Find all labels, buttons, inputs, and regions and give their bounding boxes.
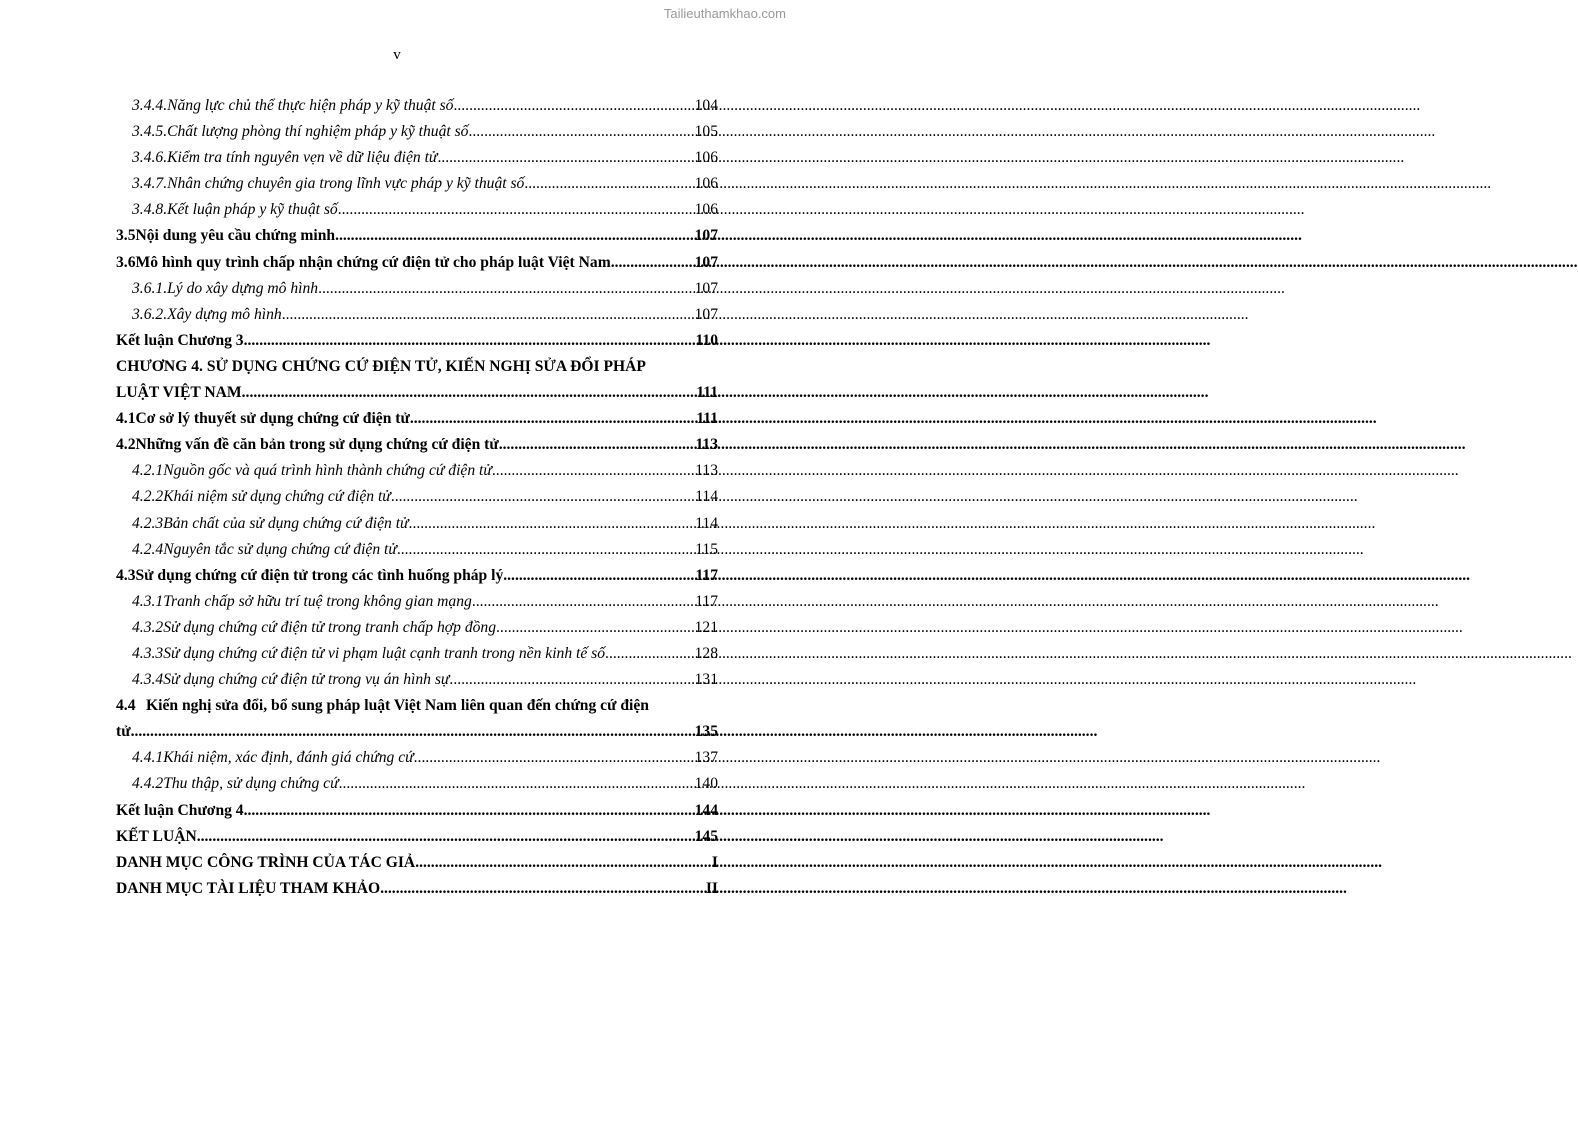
toc-entry-page: 104: [694, 97, 718, 114]
toc-entry[interactable]: [116, 354, 718, 380]
toc-entry-title: CHƯƠNG 4. SỬ DỤNG CHỨNG CỨ ĐIỆN TỬ, KIẾN NGHỊ SỬA ĐỔI PHÁP: [116, 357, 646, 375]
toc-entry-number: 4.4: [116, 697, 136, 715]
toc-leader-dots: [611, 250, 695, 276]
toc-entry-page: I: [711, 853, 718, 871]
toc-entry-title: Khái niệm sử dụng chứng cứ điện tử: [163, 488, 391, 506]
toc-entry-page: 145: [694, 827, 718, 845]
toc-entry-number: 4.3.2: [132, 618, 164, 636]
toc-entry[interactable]: [116, 667, 718, 693]
toc-entry-page: 111: [696, 410, 718, 428]
toc-entry[interactable]: [116, 798, 718, 824]
toc-entry[interactable]: [116, 876, 718, 902]
toc-entry-page: 117: [695, 566, 718, 584]
toc-entry-title: Sử dụng chứng cứ điện tử vi phạm luật cạnh tranh trong nền kinh tế số: [163, 644, 606, 662]
toc-entry-number: 3.4.5.: [132, 123, 168, 141]
toc-entry[interactable]: [116, 380, 718, 406]
toc-entry-page: 135: [694, 723, 718, 741]
watermark: Tailieuthamkhao.com: [663, 6, 786, 21]
toc-leader-dots: [492, 458, 695, 484]
toc-entry[interactable]: [116, 615, 718, 641]
page-number: v: [393, 47, 401, 63]
toc-entry-page: 131: [694, 671, 718, 689]
toc-entry[interactable]: [116, 511, 718, 537]
toc-entry-number: 4.4.1: [132, 749, 164, 767]
toc-entry-page: 111: [696, 384, 718, 402]
toc-entry-title: Mô hình quy trình chấp nhận chứng cứ điện tử cho pháp luật Việt Nam: [135, 253, 611, 271]
toc-leader-dots: [472, 589, 695, 615]
toc-leader-dots: [380, 876, 706, 902]
toc-entry-page: 144: [694, 801, 718, 819]
toc-leader-dots: [499, 432, 696, 458]
toc-entry-number: 4.2.3: [132, 514, 164, 532]
toc-entry-title: Khái niệm, xác định, đánh giá chứng cứ: [163, 749, 414, 767]
toc-entry-page: 128: [694, 644, 718, 662]
toc-leader-dots: [449, 667, 694, 693]
toc-entry[interactable]: [116, 563, 718, 589]
toc-entry-page: 107: [694, 305, 718, 323]
toc-entry-title: Xây dựng mô hình: [167, 305, 282, 323]
toc-leader-dots: [496, 615, 695, 641]
toc-entry[interactable]: [116, 302, 718, 328]
toc-leader-dots: [415, 850, 712, 876]
toc-entry[interactable]: [116, 406, 718, 432]
toc-leader-dots: [197, 824, 695, 850]
toc-entry[interactable]: [116, 223, 718, 249]
toc-entry-page: 140: [694, 775, 718, 793]
toc-leader-dots: [335, 223, 695, 249]
toc-entry-number: 4.3.3: [132, 644, 164, 662]
toc-entry-title: Nội dung yêu cầu chứng minh: [135, 227, 336, 245]
toc-entry[interactable]: [116, 771, 718, 797]
toc-entry-title: Kết luận Chương 3: [116, 331, 244, 349]
toc-entry-page: II: [705, 879, 718, 897]
toc-entry-page: 107: [694, 253, 718, 271]
toc-leader-dots: [410, 406, 696, 432]
toc-entry[interactable]: [116, 589, 718, 615]
toc-entry-title: Cơ sở lý thuyết sử dụng chứng cứ điện tử: [135, 410, 410, 428]
toc-entry-page: 114: [695, 514, 718, 532]
toc-entry-title: Lý do xây dựng mô hình: [167, 279, 319, 297]
toc-entry[interactable]: [116, 432, 718, 458]
table-of-contents: [116, 93, 718, 902]
toc-leader-dots: [503, 563, 695, 589]
toc-entry-number: 3.5: [116, 227, 136, 245]
toc-entry[interactable]: [116, 93, 718, 119]
toc-entry-title: KẾT LUẬN: [116, 827, 197, 845]
toc-leader-dots: [131, 719, 695, 745]
toc-entry-page: 106: [694, 175, 718, 193]
toc-entry-number: 4.3.4: [132, 671, 164, 689]
toc-entry[interactable]: [116, 824, 718, 850]
toc-leader-dots: [244, 798, 695, 824]
toc-entry[interactable]: [116, 850, 718, 876]
toc-entry-number: 3.4.4.: [132, 97, 168, 114]
toc-entry-number: 4.3: [116, 566, 136, 584]
toc-leader-dots: [338, 197, 695, 223]
toc-leader-dots: [468, 119, 694, 145]
toc-entry-page: 106: [694, 201, 718, 219]
toc-entry-number: 3.4.6.: [132, 149, 168, 167]
toc-leader-dots: [318, 276, 695, 302]
toc-entry-page: 107: [694, 279, 718, 297]
toc-entry[interactable]: [116, 197, 718, 223]
toc-entry-title: Nguyên tắc sử dụng chứng cứ điện tử: [163, 540, 397, 558]
toc-entry[interactable]: [116, 693, 718, 719]
toc-entry-title: tử: [116, 723, 131, 741]
toc-entry-number: 3.6.1.: [132, 279, 168, 297]
toc-entry-number: 4.2.2: [132, 488, 164, 506]
toc-entry[interactable]: [116, 537, 718, 563]
toc-entry-title: Nguồn gốc và quá trình hình thành chứng cứ điện tử: [163, 462, 492, 480]
toc-leader-dots: [524, 171, 694, 197]
toc-entry-page: 115: [695, 540, 718, 558]
toc-entry-title: Thu thập, sử dụng chứng cứ: [163, 775, 339, 793]
toc-entry[interactable]: [116, 171, 718, 197]
toc-entry-number: 3.4.8.: [132, 201, 168, 219]
toc-entry[interactable]: [116, 119, 718, 145]
toc-entry-page: 137: [694, 749, 718, 767]
toc-entry-title: Kiến nghị sửa đổi, bổ sung pháp luật Việt Nam liên quan đến chứng cứ điện: [146, 697, 649, 715]
toc-entry-page: 121: [694, 618, 718, 636]
toc-entry-title: Bản chất của sử dụng chứng cứ điện tử: [163, 514, 409, 532]
toc-entry[interactable]: [116, 719, 718, 745]
toc-entry-number: 4.1: [116, 410, 136, 428]
toc-entry[interactable]: [116, 328, 718, 354]
toc-leader-dots: [605, 641, 695, 667]
toc-entry-page: 110: [695, 331, 718, 349]
toc-entry-number: 3.6.2.: [132, 305, 168, 323]
toc-leader-dots: [339, 771, 695, 797]
toc-leader-dots: [282, 302, 695, 328]
toc-entry-title: DANH MỤC CÔNG TRÌNH CỦA TÁC GIẢ: [116, 853, 416, 871]
toc-entry-number: 3.6: [116, 253, 136, 271]
toc-entry-page: 113: [695, 436, 718, 454]
toc-entry-title: Kết luận Chương 4: [116, 801, 244, 819]
toc-entry-title: Tranh chấp sở hữu trí tuệ trong không gian mạng: [163, 592, 472, 610]
toc-entry-title: Năng lực chủ thể thực hiện pháp y kỹ thuật số: [167, 97, 454, 114]
toc-entry-title: LUẬT VIỆT NAM: [116, 384, 242, 402]
toc-entry-title: Kiểm tra tính nguyên vẹn về dữ liệu điện tử: [167, 149, 438, 167]
toc-entry-page: 107: [694, 227, 718, 245]
toc-entry[interactable]: [116, 276, 718, 302]
toc-entry-title: Kết luận pháp y kỹ thuật số: [167, 201, 338, 219]
toc-entry[interactable]: [116, 641, 718, 667]
toc-leader-dots: [409, 511, 696, 537]
toc-entry-page: 113: [695, 462, 718, 480]
toc-entry-number: 4.2.4: [132, 540, 164, 558]
toc-entry-page: 117: [695, 592, 718, 610]
toc-entry-title: Sử dụng chứng cứ điện tử trong tranh chấp hợp đồng: [163, 618, 497, 636]
toc-entry-title: Sử dụng chứng cứ điện tử trong vụ án hình sự: [163, 671, 450, 689]
toc-entry-page: 114: [695, 488, 718, 506]
toc-entry-title: Những vấn đề căn bản trong sử dụng chứng cứ điện tử: [135, 436, 499, 454]
toc-entry-number: 4.2.1: [132, 462, 164, 480]
toc-entry[interactable]: [116, 458, 718, 484]
toc-entry[interactable]: [116, 484, 718, 510]
toc-leader-dots: [437, 145, 694, 171]
toc-entry-number: 4.2: [116, 436, 136, 454]
toc-entry-number: 4.3.1: [132, 592, 164, 610]
toc-entry[interactable]: [116, 145, 718, 171]
toc-entry[interactable]: [116, 745, 718, 771]
toc-entry-title: DANH MỤC TÀI LIỆU THAM KHẢO: [116, 879, 381, 897]
toc-entry-title: Sử dụng chứng cứ điện tử trong các tình huống pháp lý: [135, 566, 504, 584]
toc-leader-dots: [242, 380, 697, 406]
toc-leader-dots: [391, 484, 695, 510]
toc-entry-page: 105: [694, 123, 718, 141]
toc-entry[interactable]: [116, 250, 718, 276]
toc-entry-number: 3.4.7.: [132, 175, 168, 193]
toc-entry-page: 106: [694, 149, 718, 167]
toc-leader-dots: [244, 328, 696, 354]
toc-entry-title: Chất lượng phòng thí nghiệm pháp y kỹ thuật số: [167, 123, 469, 141]
toc-entry-title: Nhân chứng chuyên gia trong lĩnh vực pháp y kỹ thuật số: [167, 175, 525, 193]
toc-leader-dots: [414, 745, 695, 771]
toc-leader-dots: [453, 93, 694, 119]
toc-entry-number: 4.4.2: [132, 775, 164, 793]
toc-leader-dots: [397, 537, 695, 563]
